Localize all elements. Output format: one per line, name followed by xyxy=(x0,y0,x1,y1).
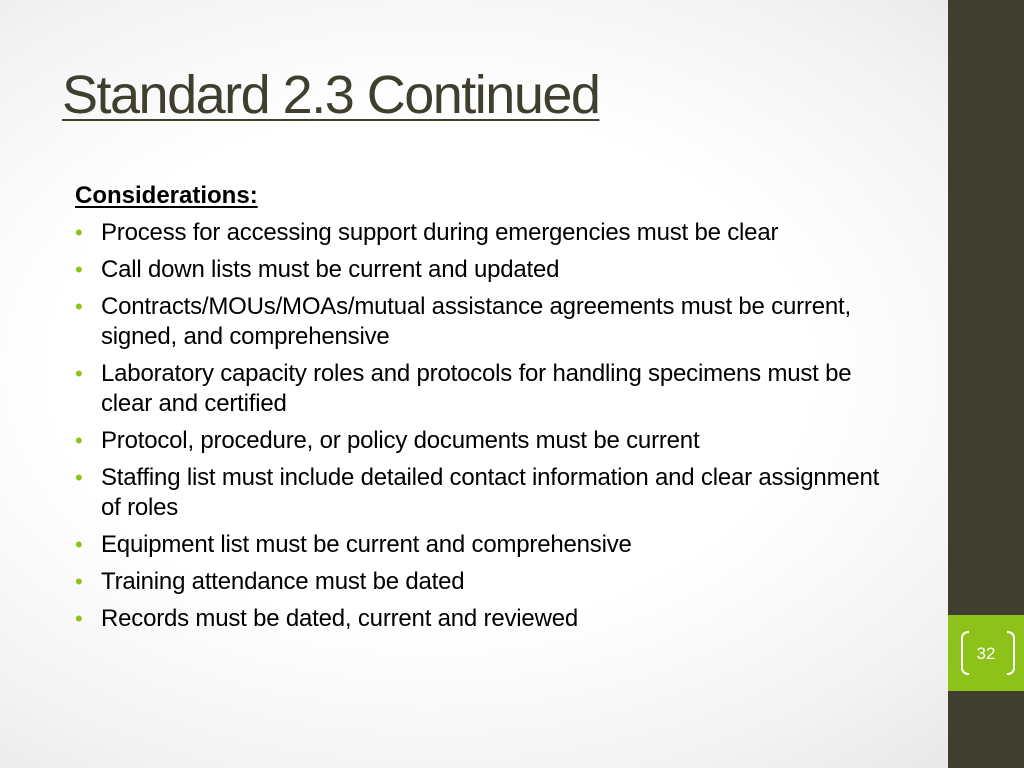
bullet-text: Protocol, procedure, or policy documents must be current xyxy=(101,427,700,454)
bullet-item xyxy=(75,218,895,248)
bullet-text: Laboratory capacity roles and protocols for handling specimens must be clear and certified xyxy=(101,360,852,417)
right-bracket-icon xyxy=(1007,631,1015,675)
bullet-item xyxy=(75,567,895,597)
bullet-item xyxy=(75,255,895,285)
bullet-icon: • xyxy=(75,465,83,490)
bullet-item xyxy=(75,359,895,419)
bullet-text: Contracts/MOUs/MOAs/mutual assistance agreements must be current, signed, and comprehensive xyxy=(101,293,851,350)
bullet-icon: • xyxy=(75,361,83,386)
slide-title: Standard 2.3 Continued xyxy=(62,65,600,125)
bullet-item xyxy=(75,530,895,560)
bullet-list xyxy=(75,218,895,634)
page-number-badge xyxy=(948,615,1024,691)
bullet-item xyxy=(75,463,895,523)
bullet-icon: • xyxy=(75,606,83,631)
bullet-text: Records must be dated, current and reviewed xyxy=(101,605,578,632)
bullet-text: Call down lists must be current and updated xyxy=(101,256,560,283)
bullet-item xyxy=(75,426,895,456)
bullet-icon: • xyxy=(75,257,83,282)
considerations-heading: Considerations: xyxy=(75,182,258,209)
bullet-icon: • xyxy=(75,532,83,557)
bullet-text: Staffing list must include detailed contact information and clear assignment of roles xyxy=(101,464,880,521)
bullet-text: Equipment list must be current and comprehensive xyxy=(101,531,632,558)
bullet-item xyxy=(75,604,895,634)
slide-body xyxy=(75,180,895,641)
bullet-icon: • xyxy=(75,294,83,319)
bullet-text: Training attendance must be dated xyxy=(101,568,465,595)
bullet-icon: • xyxy=(75,569,83,594)
page-number: 32 xyxy=(976,644,996,663)
bullet-text: Process for accessing support during emergencies must be clear xyxy=(101,219,779,246)
bullet-icon: • xyxy=(75,428,83,453)
bullet-icon: • xyxy=(75,220,83,245)
bullet-item xyxy=(75,292,895,352)
